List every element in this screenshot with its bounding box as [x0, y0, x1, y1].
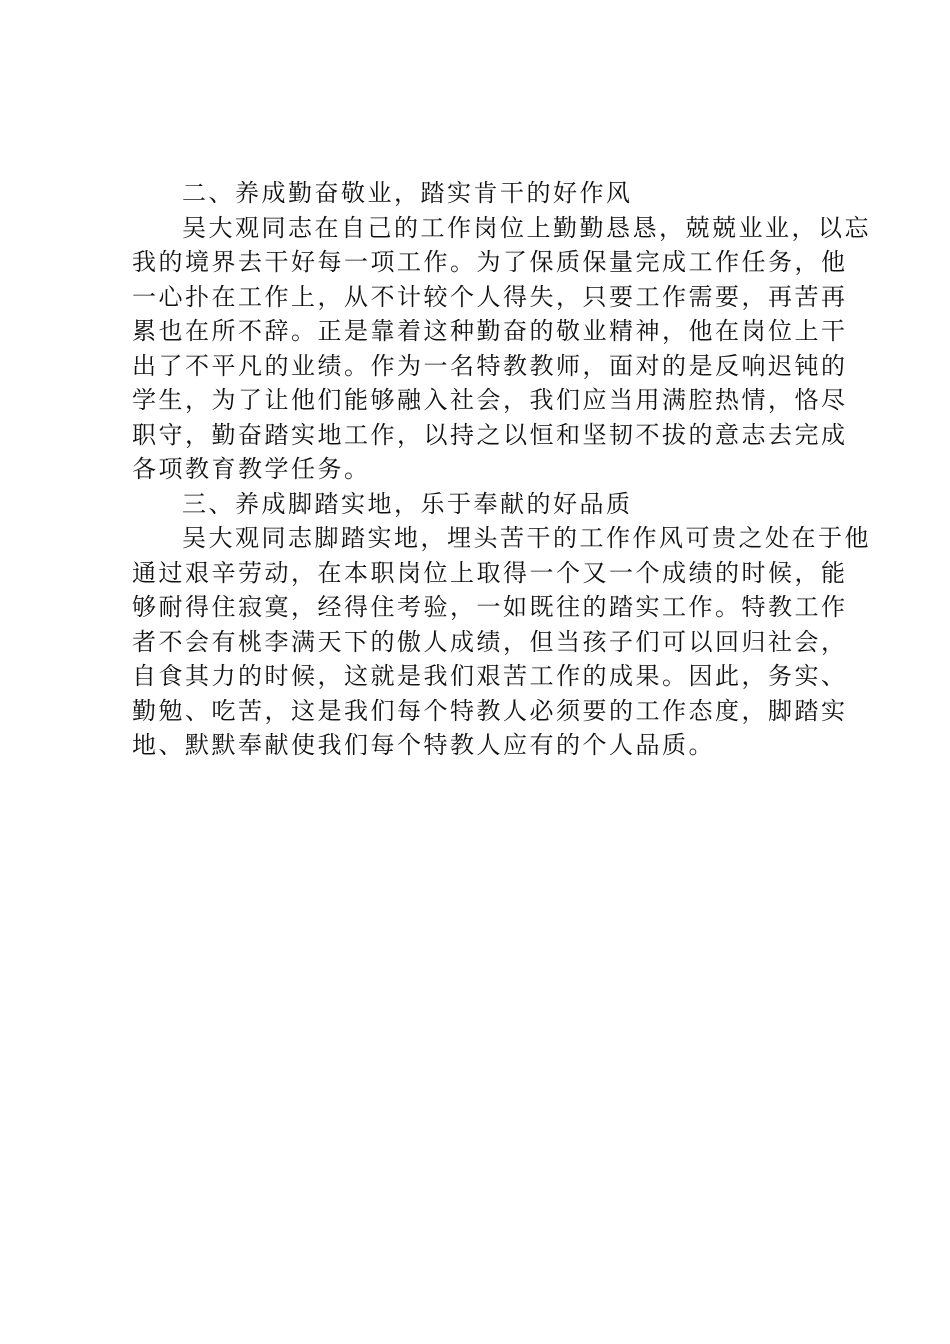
paragraph-line: 吴大观同志脚踏实地，埋头苦干的工作作风可贵之处在于他	[182, 524, 871, 552]
paragraph-line: 一心扑在工作上，从不计较个人得失，只要工作需要，再苦再	[132, 282, 848, 311]
paragraph-line: 通过艰辛劳动，在本职岗位上取得一个又一个成绩的时候，能	[132, 558, 848, 587]
section-heading-3: 三、养成脚踏实地，乐于奉献的好品质	[182, 489, 633, 518]
paragraph-line: 地、默默奉献使我们每个特教人应有的个人品质。	[132, 731, 715, 759]
paragraph-line: 累也在所不辞。正是靠着这种勤奋的敬业精神，他在岗位上干	[132, 317, 848, 345]
paragraph-line: 出了不平凡的业绩。作为一名特教教师，面对的是反响迟钝的	[132, 351, 848, 380]
section-heading-2: 二、养成勤奋敬业，踏实肯干的好作风	[182, 179, 633, 207]
paragraph-line: 勤勉、吃苦，这是我们每个特教人必须要的工作态度，脚踏实	[132, 696, 848, 725]
document-body	[132, 176, 871, 763]
paragraph-line: 各项教育教学任务。	[132, 455, 371, 483]
paragraph-line: 自食其力的时候，这就是我们艰苦工作的成果。因此，务实、	[132, 662, 848, 690]
paragraph-line: 职守，勤奋踏实地工作，以持之以恒和坚韧不拔的意志去完成	[132, 420, 848, 449]
paragraph-line: 学生，为了让他们能够融入社会，我们应当用满腔热情，恪尽	[132, 386, 848, 414]
paragraph-line: 我的境界去干好每一项工作。为了保质保量完成工作任务，他	[132, 248, 848, 276]
paragraph-line: 够耐得住寂寞，经得住考验，一如既往的踏实工作。特教工作	[132, 593, 848, 621]
paragraph-line: 者不会有桃李满天下的傲人成绩，但当孩子们可以回归社会，	[132, 627, 848, 656]
paragraph-line: 吴大观同志在自己的工作岗位上勤勤恳恳，兢兢业业，以忘	[182, 213, 871, 242]
